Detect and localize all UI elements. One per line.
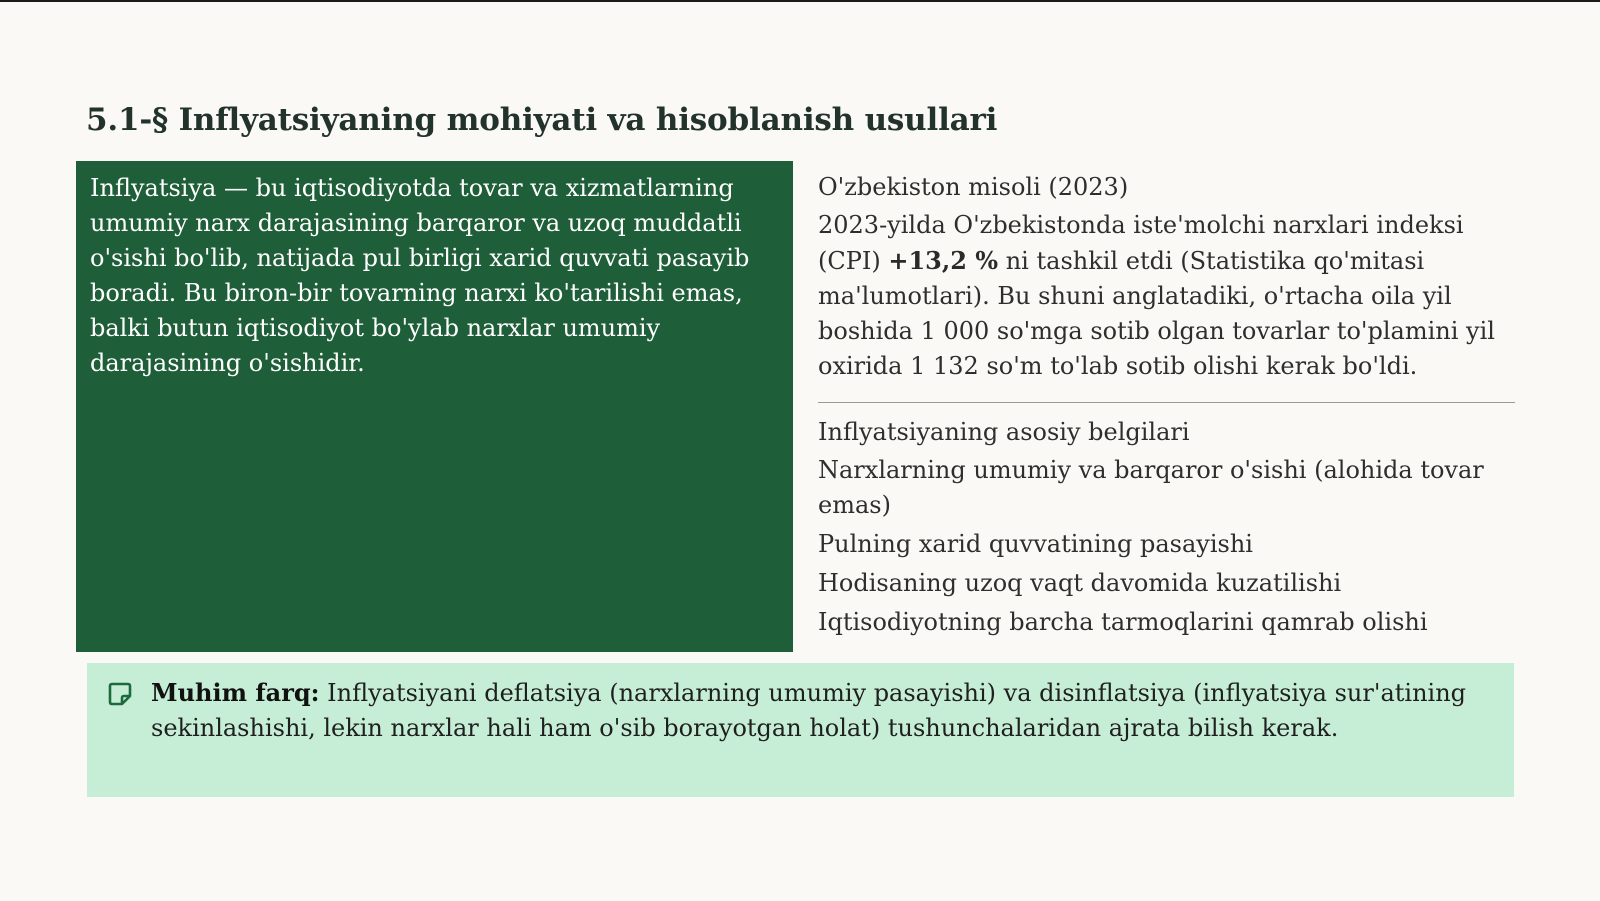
top-border — [0, 0, 1600, 2]
note-icon — [107, 681, 133, 707]
list-item: Pulning xarid quvvatining pasayishi — [818, 530, 1253, 558]
right-column — [818, 170, 1518, 644]
section-divider — [818, 402, 1515, 403]
example-text-before: 2023-yilda O'zbekistonda iste'molchi narxlari indeksi (CPI) — [818, 211, 1464, 275]
example-text-after: ni tashkil etdi (Statistika qo'mitasi ma'lumotlari). Bu shuni anglatadiki, o'rtacha oila yil boshida 1 000 so'mga sotib olgan tovarlar to'plamini yil oxirida 1 132 so'm to'lab sotib olishi kerak bo'ldi. — [818, 247, 1495, 380]
note-text — [151, 675, 1474, 746]
example-heading: O'zbekiston misoli (2023) — [818, 173, 1129, 201]
note-callout — [87, 663, 1514, 797]
note-label: Muhim farq: — [151, 678, 320, 707]
example-text — [818, 208, 1518, 384]
definition-box — [76, 161, 793, 652]
features-list — [818, 453, 1518, 640]
list-item: Hodisaning uzoq vaqt davomida kuzatilishi — [818, 569, 1342, 597]
definition-text: Inflyatsiya — bu iqtisodiyotda tovar va xizmatlarning umumiy narx darajasining barqaror va uzoq muddatli o'sishi bo'lib, natijada pul birligi xarid quvvati pasayib boradi. Bu biron-bir tovarning narxi ko'tarilishi emas, balki butun iqtisodiyot bo'ylab narxlar umumiy darajasining o'sishidir. — [90, 174, 750, 377]
cpi-highlight: +13,2 % — [888, 246, 999, 275]
list-item: Iqtisodiyotning barcha tarmoqlarini qamrab olishi — [818, 608, 1428, 636]
page-title: 5.1-§ Inflyatsiyaning mohiyati va hisoblanish usullari — [86, 102, 998, 138]
features-heading: Inflyatsiyaning asosiy belgilari — [818, 418, 1190, 446]
note-body: Inflyatsiyani deflatsiya (narxlarning umumiy pasayishi) va disinflatsiya (inflyatsiya sur'atining sekinlashishi, lekin narxlar hali ham o'sib borayotgan holat) tushunchalaridan ajrata bilish kerak. — [151, 679, 1467, 742]
list-item: Narxlarning umumiy va barqaror o'sishi (alohida tovar emas) — [818, 456, 1484, 519]
